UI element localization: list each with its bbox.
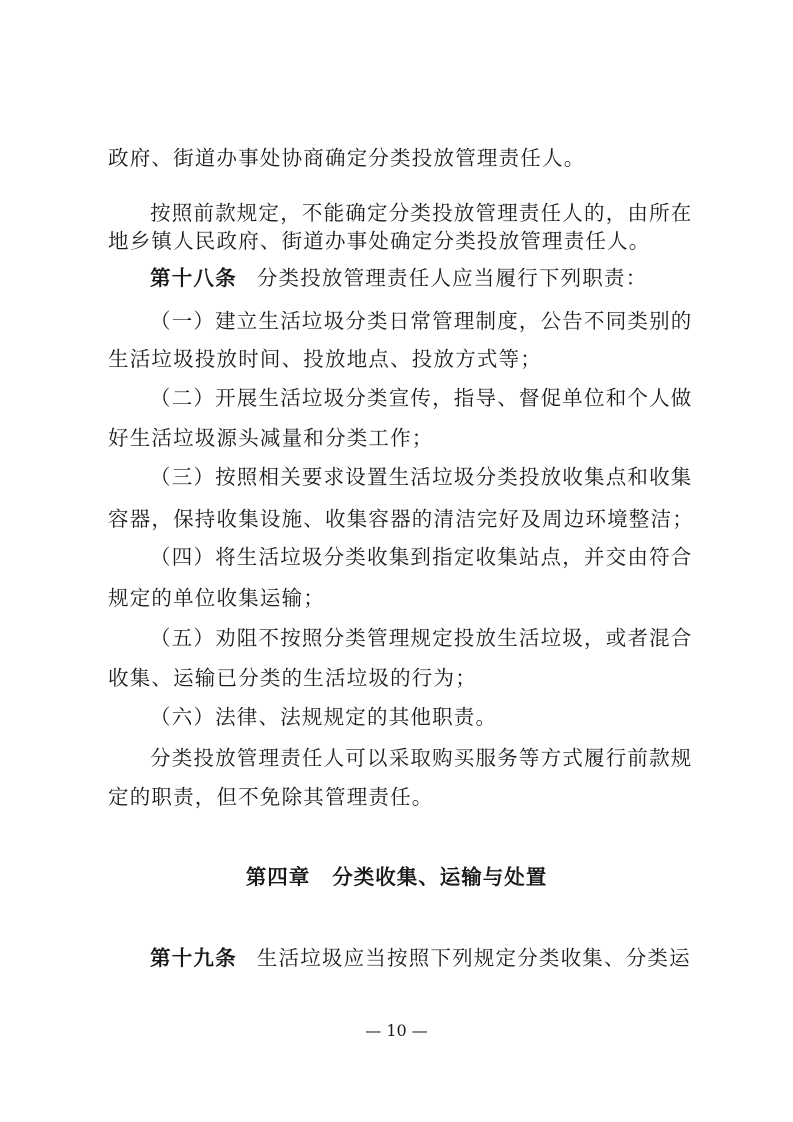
article-19-paragraph [150, 948, 691, 969]
text-line-1: 政府、街道办事处协商确定分类投放管理责任人。 [108, 146, 586, 170]
chapter-number: 第四章 [245, 865, 311, 889]
text-line-17: 定的职责，但不免除其管理责任。 [108, 785, 434, 809]
text-line-8: 好生活垃圾源头减量和分类工作； [108, 426, 434, 450]
text-line-10: 容器，保持收集设施、收集容器的清洁完好及周边环境整洁； [108, 507, 694, 531]
chapter-title: 分类收集、运输与处置 [332, 865, 548, 889]
text-line-3: 地乡镇人民政府、街道办事处确定分类投放管理责任人。 [108, 229, 651, 253]
text-line-15: （六）法律、法规规定的其他职责。 [150, 705, 498, 729]
article-18-paragraph [150, 268, 647, 289]
text-line-14: 收集、运输已分类的生活垃圾的行为； [108, 666, 477, 690]
text-line-11: （四）将生活垃圾分类收集到指定收集站点，并交由符合 [150, 545, 693, 569]
text-line-7: （二）开展生活垃圾分类宣传，指导、督促单位和个人做 [150, 386, 693, 410]
text-line-5: （一）建立生活垃圾分类日常管理制度，公告不同类别的 [150, 309, 693, 333]
article-18-heading: 第十八条 [150, 266, 237, 290]
article-19-heading: 第十九条 [150, 946, 237, 970]
chapter-heading [0, 867, 793, 888]
text-line-2: 按照前款规定，不能确定分类投放管理责任人的，由所在 [150, 201, 693, 225]
text-line-6: 生活垃圾投放时间、投放地点、投放方式等； [108, 347, 542, 371]
article-18-text: 分类投放管理责任人应当履行下列职责： [256, 266, 648, 290]
text-line-12: 规定的单位收集运输； [108, 586, 325, 610]
text-line-9: （三）按照相关要求设置生活垃圾分类投放收集点和收集 [150, 465, 693, 489]
text-line-13: （五）劝阻不按照分类管理规定投放生活垃圾，或者混合 [150, 626, 693, 650]
text-line-16: 分类投放管理责任人可以采取购买服务等方式履行前款规 [150, 746, 693, 770]
article-19-text: 生活垃圾应当按照下列规定分类收集、分类运 [256, 946, 691, 970]
page-number: — 10 — [365, 1021, 428, 1040]
